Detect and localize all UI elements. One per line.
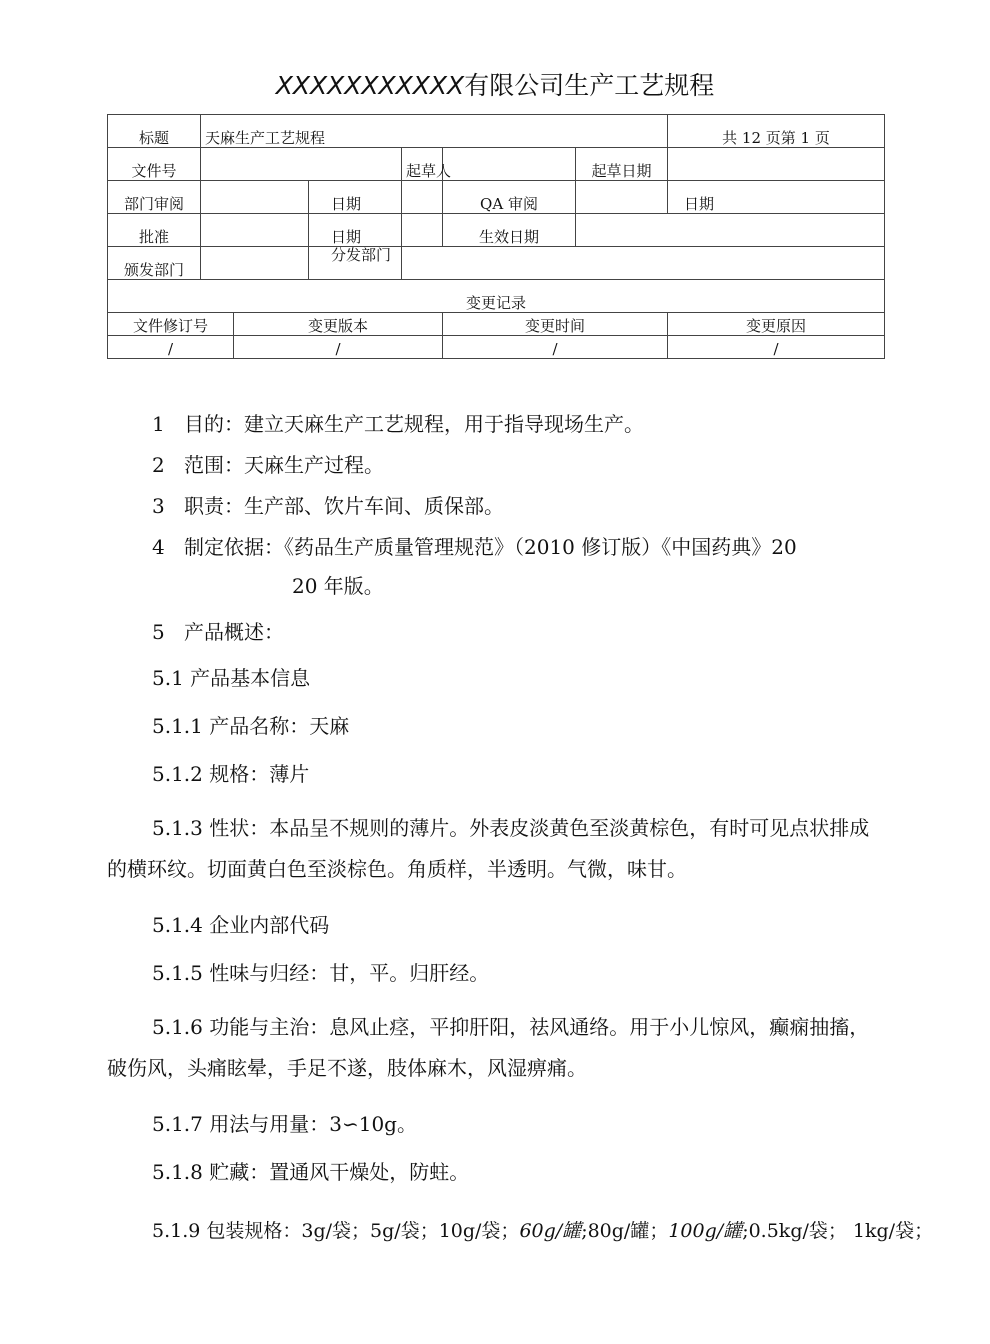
section-4-number: 4: [152, 535, 165, 559]
date-value-3[interactable]: [402, 214, 443, 247]
dist-dept-text: 分发部门: [331, 246, 392, 264]
dept-review-value[interactable]: [201, 181, 309, 214]
section-4-continued: 20 年版。: [292, 574, 384, 598]
section-5-1-6: 5.1.6 功能与主治：息风止痉，平抑肝阳，祛风通络。用于小儿惊风，癫痫抽搐，破伤风，头痛眩晕，手足不遂，肢体麻木，风湿痹痛。: [107, 1015, 870, 1080]
section-5-1-5: 5.1.5 性味与归经：甘，平。归肝经。: [152, 961, 490, 985]
section-1-number: 1: [152, 412, 165, 436]
qa-review-label: QA 审阅: [443, 181, 576, 214]
packaging-spec-e: ;0.5kg/袋； 1kg/袋；: [742, 1220, 934, 1242]
change-cell-revision: /: [108, 336, 234, 359]
section-4-text: 制定依据：《药品生产质量管理规范》（2010 修订版）《中国药典》20: [184, 535, 797, 559]
company-title-rest: 有限公司生产工艺规程: [464, 71, 715, 100]
section-2: [152, 449, 384, 478]
doc-no-value[interactable]: [201, 148, 402, 181]
issue-dept-label: 颁发部门: [108, 247, 201, 280]
section-5-1-1: 5.1.1 产品名称：天麻: [152, 714, 350, 738]
section-3-number: 3: [152, 494, 165, 518]
change-cell-time: /: [443, 336, 668, 359]
dist-dept-value[interactable]: [402, 247, 885, 280]
section-5: [152, 616, 284, 645]
dept-review-label: 部门审阅: [108, 181, 201, 214]
section-2-text: 范围：天麻生产过程。: [184, 453, 384, 477]
change-col-revision: 文件修订号: [108, 313, 234, 336]
section-5-1: 5.1 产品基本信息: [152, 666, 311, 690]
effective-date-value[interactable]: [576, 214, 885, 247]
date-label: 日期: [309, 181, 402, 214]
section-5-text: 产品概述：: [184, 620, 284, 644]
section-5-number: 5: [152, 620, 165, 644]
drafter-label: 起草人: [402, 148, 443, 181]
draft-date-label: 起草日期: [576, 148, 668, 181]
qa-review-value[interactable]: [576, 181, 668, 214]
change-record-label: 变更记录: [108, 280, 885, 313]
document-control-table: [107, 114, 885, 359]
section-5-1-8: 5.1.8 贮藏：置通风干燥处，防蛀。: [152, 1160, 470, 1184]
company-placeholder: XXXXXXXXXXX: [275, 71, 465, 100]
packaging-spec-b: 60g/罐: [519, 1220, 582, 1242]
change-cell-version: /: [234, 336, 443, 359]
title-label: 标题: [108, 115, 201, 148]
date-label-2: 日期: [668, 181, 885, 214]
date-value[interactable]: [402, 181, 443, 214]
issue-dept-value[interactable]: [201, 247, 309, 280]
section-1: [152, 408, 644, 437]
section-5-1-4: 5.1.4 企业内部代码: [152, 913, 330, 937]
title-value: 天麻生产工艺规程: [201, 115, 668, 148]
section-3-text: 职责：生产部、饮片车间、质保部。: [184, 494, 504, 518]
effective-date-label: 生效日期: [443, 214, 576, 247]
date-label-3: 日期: [309, 214, 402, 247]
document-title: [0, 66, 990, 102]
change-col-version: 变更版本: [234, 313, 443, 336]
dist-dept-label: [309, 247, 402, 280]
draft-date-value[interactable]: [668, 148, 885, 181]
section-5-1-7: 5.1.7 用法与用量：3∽10g。: [152, 1112, 417, 1136]
section-4: [152, 531, 797, 560]
change-col-reason: 变更原因: [668, 313, 885, 336]
packaging-spec-d: 100g/罐: [668, 1220, 743, 1242]
section-2-number: 2: [152, 453, 165, 477]
change-cell-reason: /: [668, 336, 885, 359]
change-col-time: 变更时间: [443, 313, 668, 336]
section-5-1-3: 5.1.3 性状：本品呈不规则的薄片。外表皮淡黄色至淡黄棕色，有时可见点状排成的横环纹。切面黄白色至淡棕色。角质样，半透明。气微，味甘。: [107, 816, 870, 881]
packaging-spec-c: ;80g/罐；: [581, 1220, 669, 1242]
section-3: [152, 490, 504, 519]
section-1-text: 目的：建立天麻生产工艺规程，用于指导现场生产。: [184, 412, 644, 436]
section-5-1-9: [152, 1216, 933, 1243]
drafter-value[interactable]: [443, 148, 576, 181]
approve-label: 批准: [108, 214, 201, 247]
page-count: 共 12 页第 1 页: [668, 115, 885, 148]
packaging-spec-a: 5.1.9 包装规格：3g/袋；5g/袋；10g/袋；: [152, 1220, 520, 1242]
approve-value[interactable]: [201, 214, 309, 247]
section-5-1-2: 5.1.2 规格：薄片: [152, 762, 310, 786]
doc-no-label: 文件号: [108, 148, 201, 181]
